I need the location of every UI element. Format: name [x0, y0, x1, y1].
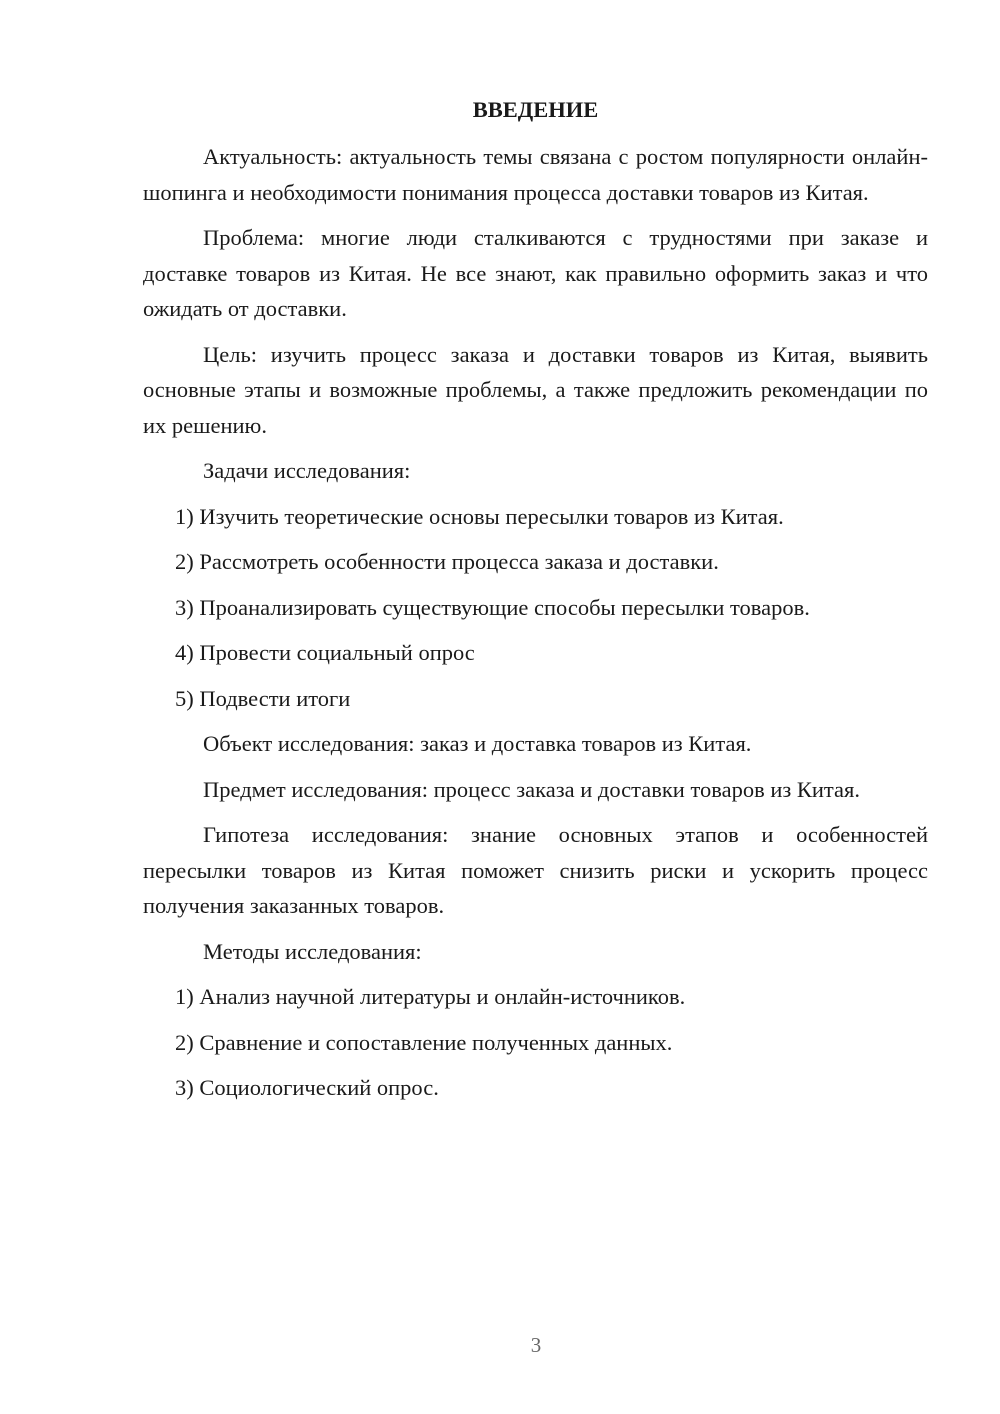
relevance-paragraph: Актуальность: актуальность темы связана с ростом популярности онлайн-шопинга и необходимости понимания процесса доставки товаров из Китая. [143, 144, 928, 205]
task-item-1: 1) Изучить теоретические основы пересылки товаров из Китая. [175, 503, 784, 529]
hypothesis-paragraph: Гипотеза исследования: знание основных этапов и особенностей пересылки товаров из Китая поможет снизить риски и ускорить процесс получения заказанных товаров. [143, 822, 928, 918]
subject-paragraph: Предмет исследования: процесс заказа и доставки товаров из Китая. [203, 776, 860, 802]
task-item-4: 4) Провести социальный опрос [175, 640, 475, 665]
task-item-5: 5) Подвести итоги [175, 685, 351, 711]
methods-heading: Методы исследования: [203, 938, 422, 964]
methods-list [143, 979, 928, 1106]
method-item-3: 3) Социологический опрос. [175, 1075, 439, 1100]
task-item-2: 2) Рассмотреть особенности процесса заказа и доставки. [175, 549, 719, 574]
object-paragraph: Объект исследования: заказ и доставка товаров из Китая. [203, 731, 752, 756]
tasks-heading: Задачи исследования: [203, 458, 411, 483]
method-item-2: 2) Сравнение и сопоставление полученных данных. [175, 1029, 673, 1055]
goal-paragraph: Цель: изучить процесс заказа и доставки товаров из Китая, выявить основные этапы и возможные проблемы, а также предложить рекомендации по их решению. [143, 341, 928, 438]
method-item-1: 1) Анализ научной литературы и онлайн-источников. [175, 984, 686, 1009]
task-item-3: 3) Проанализировать существующие способы пересылки товаров. [175, 594, 810, 620]
problem-paragraph: Проблема: многие люди сталкиваются с трудностями при заказе и доставке товаров из Китая. Не все знают, как правильно оформить заказ и что ожидать от доставки. [143, 225, 928, 321]
page-number: 3 [530, 1333, 542, 1357]
page-content [143, 95, 928, 1116]
section-title: ВВЕДЕНИЕ [472, 97, 599, 122]
tasks-list [143, 499, 928, 717]
